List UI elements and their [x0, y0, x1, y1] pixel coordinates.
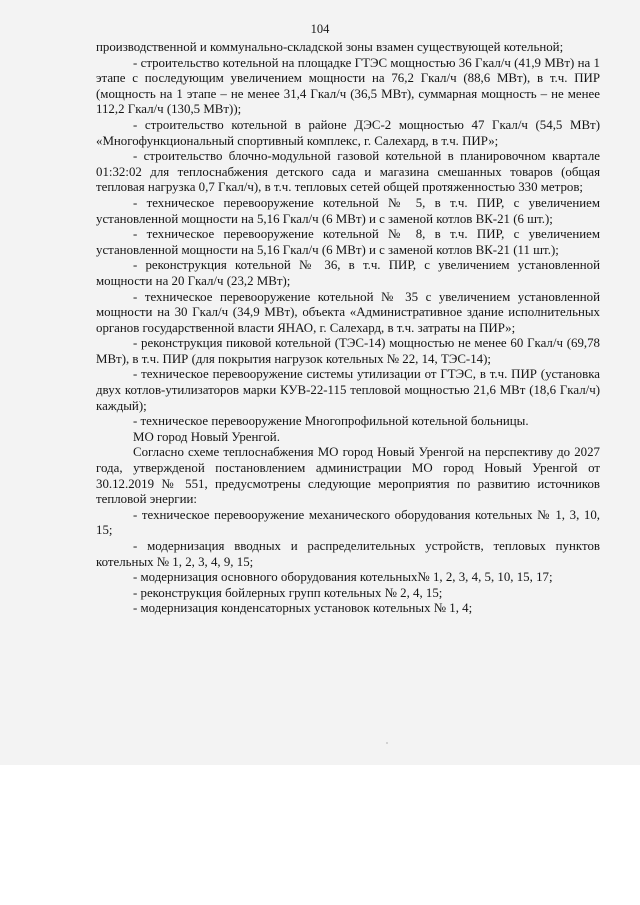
page-number: 104	[310, 22, 330, 36]
paragraph: - техническое перевооружение системы утилизации от ГТЭС, в т.ч. ПИР (установка двух котлов-утилизаторов марки КУВ-22-115 тепловой мощностью 21,6 МВт (18,6 Гкал/ч) каждый);	[96, 367, 600, 413]
paragraph: Согласно схеме теплоснабжения МО город Новый Уренгой на перспективу до 2027 года, утвержденой постановлением администрации МО город Новый Уренгой от 30.12.2019 № 551, предусмотрены следующие мероприятия по развитию источников тепловой энергии:	[96, 445, 600, 507]
body-text	[96, 40, 600, 617]
blank-area	[0, 765, 640, 905]
paragraph: - техническое перевооружение котельной № 5, в т.ч. ПИР, с увеличением установленной мощности на 5,16 Гкал/ч (6 МВт) и с заменой котлов ВК-21 (6 шт.);	[96, 195, 600, 226]
scan-speck	[386, 742, 388, 744]
paragraph: - строительство блочно-модульной газовой котельной в планировочном квартале 01:32:02 для теплоснабжения детского сада и магазина смешанных товаров (общая тепловая нагрузка 0,7 Гкал/ч), в т.ч. тепловых сетей общей протяженностью 330 метров;	[96, 149, 600, 195]
paragraph: - модернизация вводных и распределительных устройств, тепловых пунктов котельных № 1, 2, 3, 4, 9, 15;	[96, 539, 600, 569]
section-heading: МО город Новый Уренгой.	[133, 429, 280, 444]
paragraph: - техническое перевооружение Многопрофильной котельной больницы.	[133, 414, 529, 429]
paragraph: - строительство котельной в районе ДЭС-2 мощностью 47 Гкал/ч (54,5 МВт) «Многофункциональный спортивный комплекс, г. Салехард, в т.ч. ПИР»;	[96, 117, 600, 148]
paragraph: - модернизация конденсаторных установок котельных № 1, 4;	[133, 601, 473, 616]
paragraph: производственной и коммунально-складской зоны взамен существующей котельной;	[96, 40, 564, 54]
paragraph: - реконструкция пиковой котельной (ТЭС-14) мощностью не менее 60 Гкал/ч (69,78 МВт), в т.ч. ПИР (для покрытия нагрузок котельных № 22, 14, ТЭС-14);	[96, 336, 600, 366]
paragraph: - техническое перевооружение котельной № 35 с увеличением установленной мощности на 30 Гкал/ч (34,9 МВт), объекта «Административное здание исполнительных органов государственной власти ЯНАО, г. Салехард, в т.ч. затраты на ПИР»;	[96, 289, 600, 335]
paragraph: - техническое перевооружение механического оборудования котельных № 1, 3, 10, 15;	[96, 507, 600, 538]
paragraph: - строительство котельной на площадке ГТЭС мощностью 36 Гкал/ч (41,9 МВт) на 1 этапе с последующим увеличением мощности на 76,2 Гкал/ч (88,6 МВт), в т.ч. ПИР (мощность на 1 этапе – не менее 31,4 Гкал/ч (36,5 МВт), суммарная мощность – не менее 112,2 Гкал/ч (130,5 МВт));	[96, 55, 600, 117]
paragraph: - реконструкция бойлерных групп котельных № 2, 4, 15;	[133, 585, 443, 600]
paragraph: - модернизация основного оборудования котельных№ 1, 2, 3, 4, 5, 10, 15, 17;	[133, 570, 553, 585]
paragraph: - реконструкция котельной № 36, в т.ч. ПИР, с увеличением установленной мощности на 20 Гкал/ч (23,2 МВт);	[96, 258, 600, 288]
paragraph: - техническое перевооружение котельной № 8, в т.ч. ПИР, с увеличением установленной мощности на 5,16 Гкал/ч (6 МВт) и с заменой котлов ВК-21 (11 шт.);	[96, 227, 600, 257]
